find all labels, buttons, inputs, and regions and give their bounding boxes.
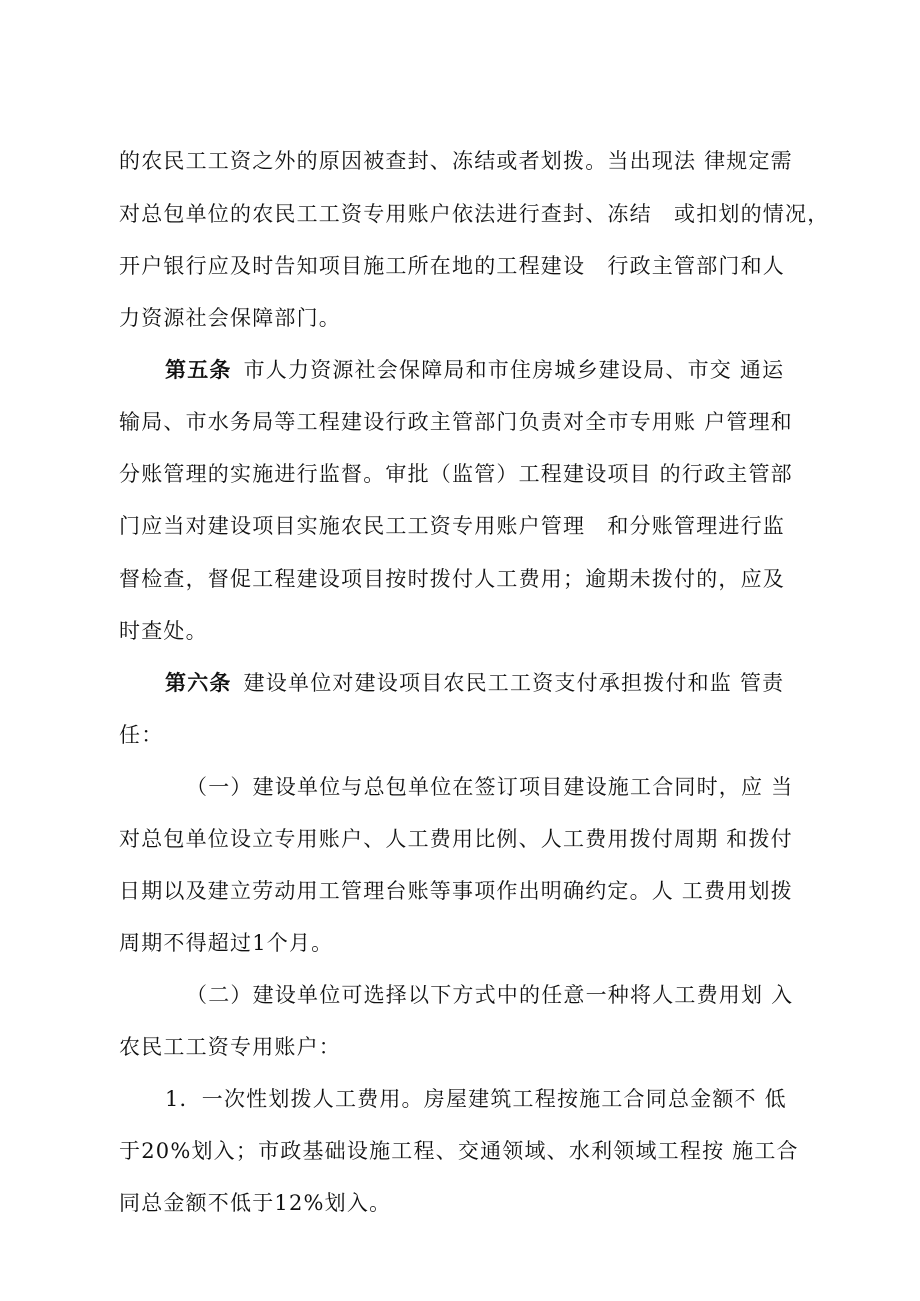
text-line: 时查处。: [119, 619, 208, 643]
item-2-first-line: （二）建设单位可选择以下方式中的任意一种将人工费用划 入: [186, 983, 794, 1007]
text-line: 力资源社会保障部门。: [119, 306, 341, 330]
text-line: 农民工工资专用账户：: [119, 1035, 341, 1059]
text-line: 分账管理的实施进行监督。审批（监管）工程建设项目 的行政主管部: [119, 462, 793, 486]
text-line: 周期不得超过1个月。: [119, 931, 334, 955]
text-segment: 市人力资源社会保障局和市住房城乡建设局、市交 通运: [243, 358, 785, 382]
article-6-first-line: [165, 668, 784, 698]
text-line: 督检查，督促工程建设项目按时拨付人工费用；逾期未拨付的，应及: [119, 567, 785, 591]
text-line: 对总包单位设立专用账户、人工费用比例、人工费用拨付周期 和拨付: [119, 827, 793, 851]
text-line: 于20%划入；市政基础设施工程、交通领域、水利领域工程按 施工合: [119, 1139, 799, 1163]
subitem-1-first-line: 1．一次性划拨人工费用。房屋建筑工程按施工合同总金额不 低: [165, 1087, 787, 1111]
text-line: 开户银行应及时告知项目施工所在地的工程建设 行政主管部门和人: [119, 254, 785, 278]
text-line: 同总金额不低于12%划入。: [119, 1191, 392, 1215]
text-line: 输局、市水务局等工程建设行政主管部门负责对全市专用账 户管理和: [119, 410, 793, 434]
text-line: 的农民工工资之外的原因被查封、冻结或者划拨。当出现法 律规定需: [119, 149, 793, 173]
text-segment: 建设单位对建设项目农民工工资支付承担拨付和监 管责: [243, 671, 785, 695]
text-line: 门应当对建设项目实施农民工工资专用账户管理 和分账管理进行监: [119, 514, 785, 538]
article-5-heading: 第五条: [165, 357, 232, 382]
item-1-first-line: （一）建设单位与总包单位在签订项目建设施工合同时，应 当: [186, 775, 794, 799]
text-line: 对总包单位的农民工工资专用账户依法进行查封、冻结 或扣划的情况，: [119, 202, 830, 226]
text-line: 任：: [119, 723, 164, 747]
article-6-heading: 第六条: [165, 670, 232, 695]
article-5-first-line: [165, 355, 784, 385]
text-line: 日期以及建立劳动用工管理台账等事项作出明确约定。人 工费用划拨: [119, 879, 793, 903]
